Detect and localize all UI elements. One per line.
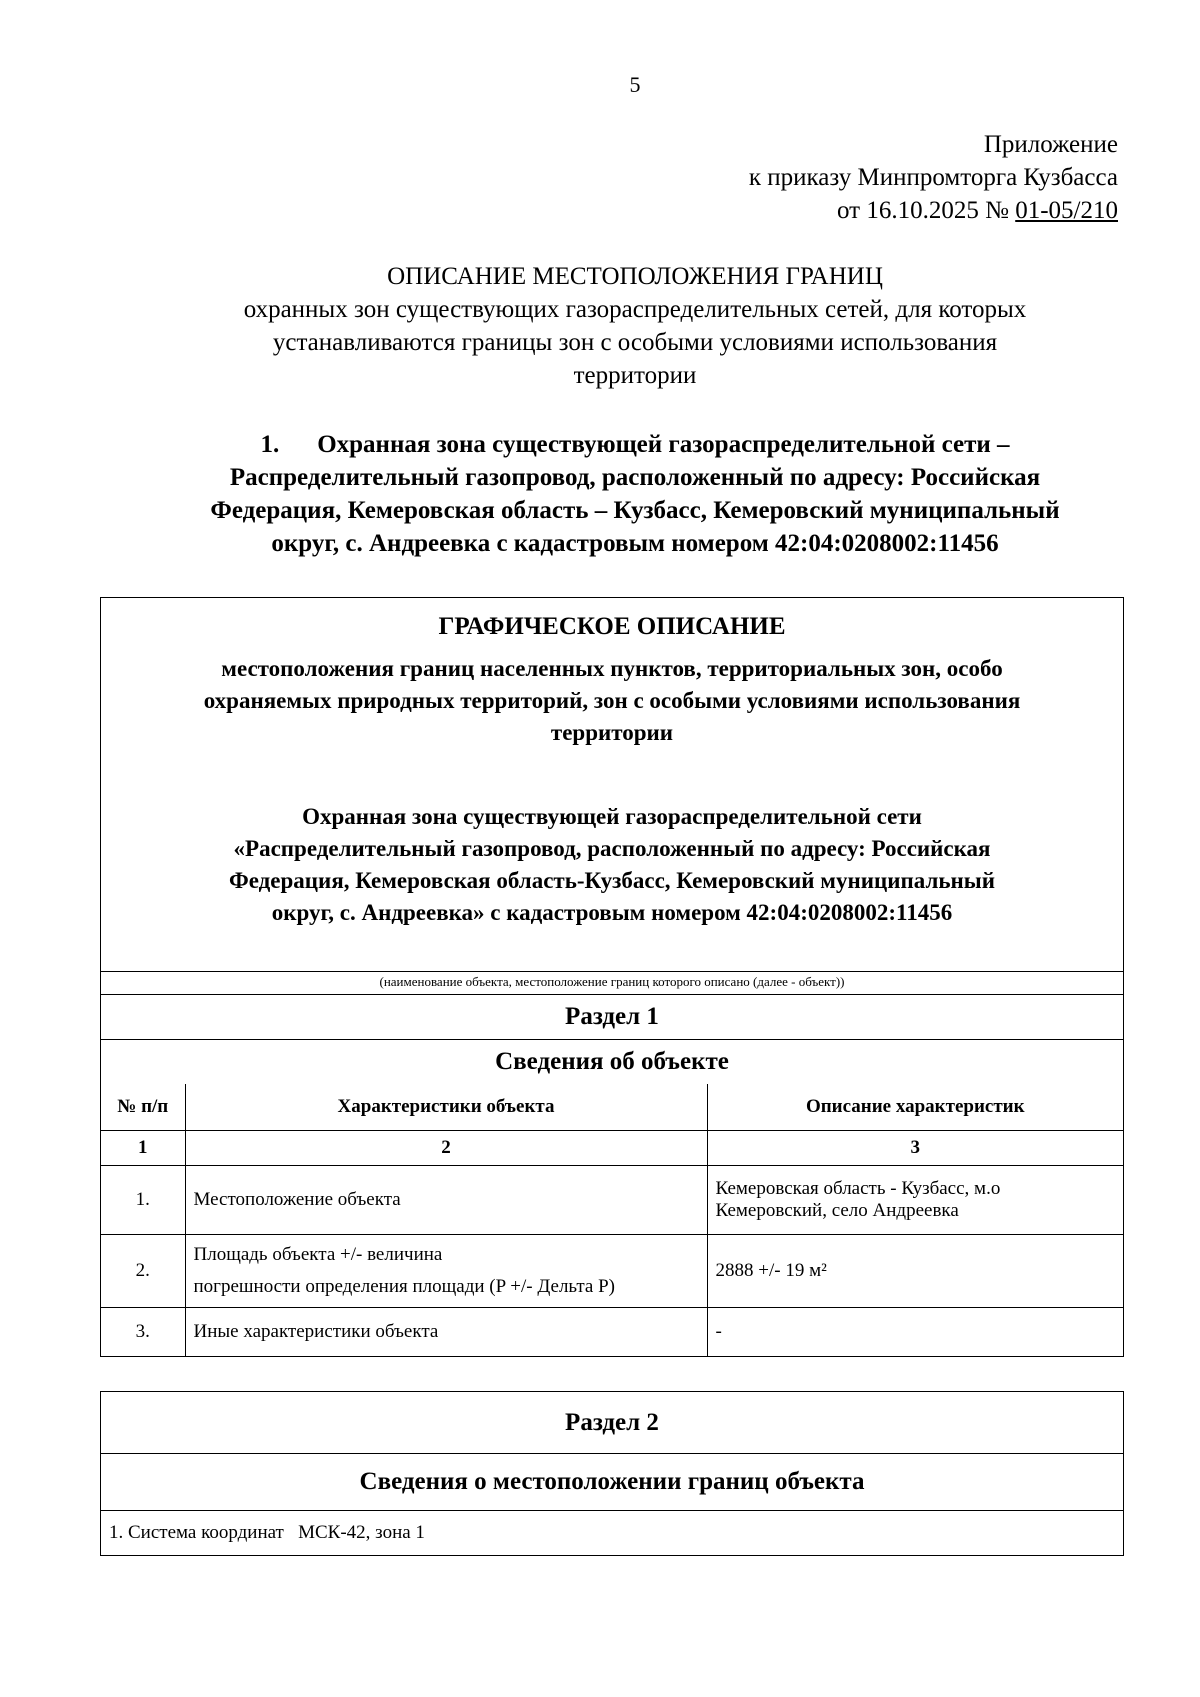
appendix-title: Приложение [983,131,1118,158]
section-heading-text: Охранная зона существующей газораспределительной сети – [317,431,1010,458]
index-cell: 3 [707,1131,1123,1166]
row-number: 2. [101,1235,185,1308]
row-number: 3. [101,1308,185,1357]
document-title-line: охранных зон существующих газораспределительных сетей, для которых [243,296,1027,323]
table-row [101,1235,1123,1308]
row-characteristic: Местоположение объекта [185,1166,707,1235]
section-heading-line: Распределительный газопровод, расположенный по адресу: Российская [229,464,1041,491]
document-title-line: устанавливаются границы зон с особыми условиями использования [272,329,998,356]
row-description-line: Кемеровский, село Андреевка [715,1200,959,1221]
appendix-date-prefix: от 16.10.2025 № [837,197,1016,224]
section-heading-line: округ, с. Андреевка с кадастровым номером 42:04:0208002:11456 [271,530,999,557]
row-description [707,1166,1123,1235]
graphic-subtitle-line: охраняемых природных территорий, зон с особыми условиями использования [203,688,1021,713]
object-name-line: Охранная зона существующей газораспределительной сети [302,804,922,829]
section1-label: Раздел 1 [101,994,1123,1039]
section2-label: Раздел 2 [565,1409,659,1436]
row-characteristic-line: Площадь объекта +/- величина [193,1244,443,1265]
row-number: 1. [101,1166,185,1235]
row-description: - [707,1308,1123,1357]
object-info-table [101,1084,1123,1356]
row-characteristic-line: погрешности определения площади (P +/- Дельта P) [193,1276,615,1297]
graphic-title: ГРАФИЧЕСКОЕ ОПИСАНИЕ [438,613,786,640]
section2-title: Сведения о местоположении границ объекта [101,1453,1123,1510]
section-number: 1. [260,431,280,458]
document-title-line: ОПИСАНИЕ МЕСТОПОЛОЖЕНИЯ ГРАНИЦ [387,263,883,290]
appendix-order-ref: к приказу Минпромторга Кузбасса [748,164,1118,191]
section-heading-line [120,428,1150,461]
object-name-line: «Распределительный газопровод, расположенный по адресу: Российская [233,836,991,861]
appendix-block [749,128,1118,227]
index-cell: 2 [185,1131,707,1166]
header-num: № п/п [101,1084,185,1131]
object-name-line: округ, с. Андреевка» с кадастровым номером 42:04:0208002:11456 [271,900,953,925]
section1-title: Сведения об объекте [101,1039,1123,1084]
table-header-row [101,1084,1123,1131]
graphic-subtitle-line: местоположения границ населенных пунктов, территориальных зон, особо [221,656,1003,681]
row-characteristic: Иные характеристики объекта [185,1308,707,1357]
coordinate-system [101,1510,1123,1555]
document-title-line: территории [573,362,697,389]
appendix-date-line [749,194,1118,227]
row-characteristic [185,1235,707,1308]
document-title [100,260,1170,392]
coordinate-system-value: МСК-42, зона 1 [298,1522,425,1543]
table-row [101,1308,1123,1357]
table-row [101,1166,1123,1235]
graphic-subtitle [101,653,1123,749]
page-number: 5 [629,72,641,97]
object-name [101,801,1123,971]
header-characteristics: Характеристики объекта [185,1084,707,1131]
header-description: Описание характеристик [707,1084,1123,1131]
section2-box [100,1391,1124,1556]
section-heading-line: Федерация, Кемеровская область – Кузбасс, Кемеровский муниципальный [210,497,1060,524]
order-number: 01-05/210 [1015,197,1118,224]
coordinate-system-label: 1. Система координат [109,1522,284,1543]
graphic-subtitle-line: территории [550,720,674,745]
object-name-line: Федерация, Кемеровская область-Кузбасс, Кемеровский муниципальный [229,868,995,893]
table-index-row [101,1131,1123,1166]
row-description: 2888 +/- 19 м² [707,1235,1123,1308]
graphic-description-box [100,597,1124,1357]
section-heading [120,428,1150,560]
index-cell: 1 [101,1131,185,1166]
row-description-line: Кемеровская область - Кузбасс, м.о [715,1178,1001,1199]
object-caption: (наименование объекта, местоположение границ которого описано (далее - объект)) [101,971,1123,994]
